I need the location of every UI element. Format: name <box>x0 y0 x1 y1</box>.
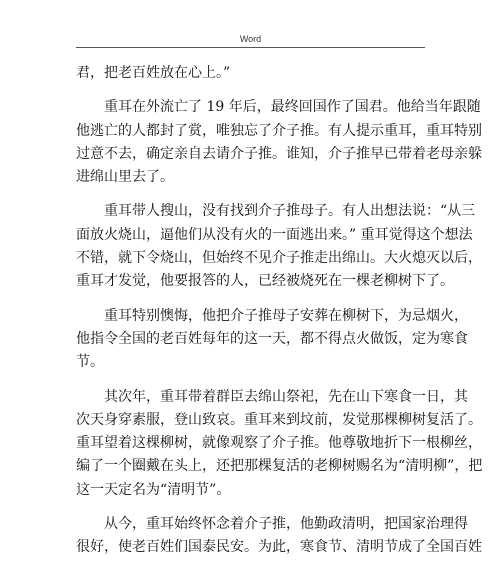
text-line: 编了一个圈戴在头上，还把那棵复活的老柳树赐名为“清明柳”，把 <box>76 458 483 475</box>
text-line: 过意不去，确定亲自去请介子推。谁知，介子推早已带着老母亲躲 <box>76 145 482 162</box>
header-rule <box>76 47 425 48</box>
paragraph-spacing <box>76 375 426 386</box>
text-line: 其次年，重耳带着群臣去绵山祭祀，先在山下寒食一日，其 <box>104 388 468 405</box>
text-line: 这一天定名为“清明节”。 <box>76 481 231 498</box>
text-line: 节。 <box>76 354 104 371</box>
text-line: 从今，重耳始终怀念着介子推，他勤政清明，把国家治理得 <box>104 516 468 533</box>
paragraph-spacing <box>76 189 426 200</box>
paragraph <box>76 200 482 293</box>
paragraph-spacing <box>76 502 426 513</box>
paragraph-spacing <box>76 294 426 305</box>
paragraph-spacing <box>76 85 426 96</box>
text-line: 重耳在外流亡了 19 年后，最终回国作了国君。他给当年跟随 <box>104 99 481 116</box>
text-line: 君，把老百姓放在心上。” <box>76 65 231 81</box>
text-line: 重耳带人搜山，没有找到介子推母子。有人出想法说：“从三 <box>104 203 476 220</box>
text-line: 次天身穿素服，登山致哀。重耳来到坟前，发觉那棵柳树复活了。 <box>76 411 482 428</box>
text-line: 不错，就下令烧山，但始终不见介子推走出绵山。大火熄灭以后， <box>76 250 482 267</box>
paragraph <box>76 305 468 375</box>
text-line: 重耳才发觉，他要报答的人，已经被烧死在一棵老柳树下了。 <box>76 273 454 290</box>
text-line: 很好，使老百姓们国泰民安。为此，寒食节、清明节成了全国百姓 <box>76 539 482 556</box>
paragraph <box>76 386 483 502</box>
paragraph <box>76 62 426 85</box>
paragraph <box>76 96 482 189</box>
header-title: Word <box>239 34 262 44</box>
text-line: 重耳望着这棵柳树，就像观察了介子推。他尊敬地折下一根柳丝， <box>76 435 482 452</box>
text-line: 面放火烧山，逼他们从没有火的一面逃出来。” 重耳觉得这个想法 <box>76 226 473 243</box>
document-body <box>76 62 483 560</box>
text-line: 他指令全国的老百姓每年的这一天，都不得点火做饭，定为寒食 <box>76 330 468 347</box>
paragraph <box>76 513 482 560</box>
text-line: 重耳特别懊悔，他把介子推母子安葬在柳树下，为忌烟火， <box>104 307 468 324</box>
text-line: 进绵山里去了。 <box>76 169 174 186</box>
text-line: 他逃亡的人都封了赏，唯独忘了介子推。有人提示重耳，重耳特别 <box>76 122 482 139</box>
document-header <box>76 34 425 48</box>
